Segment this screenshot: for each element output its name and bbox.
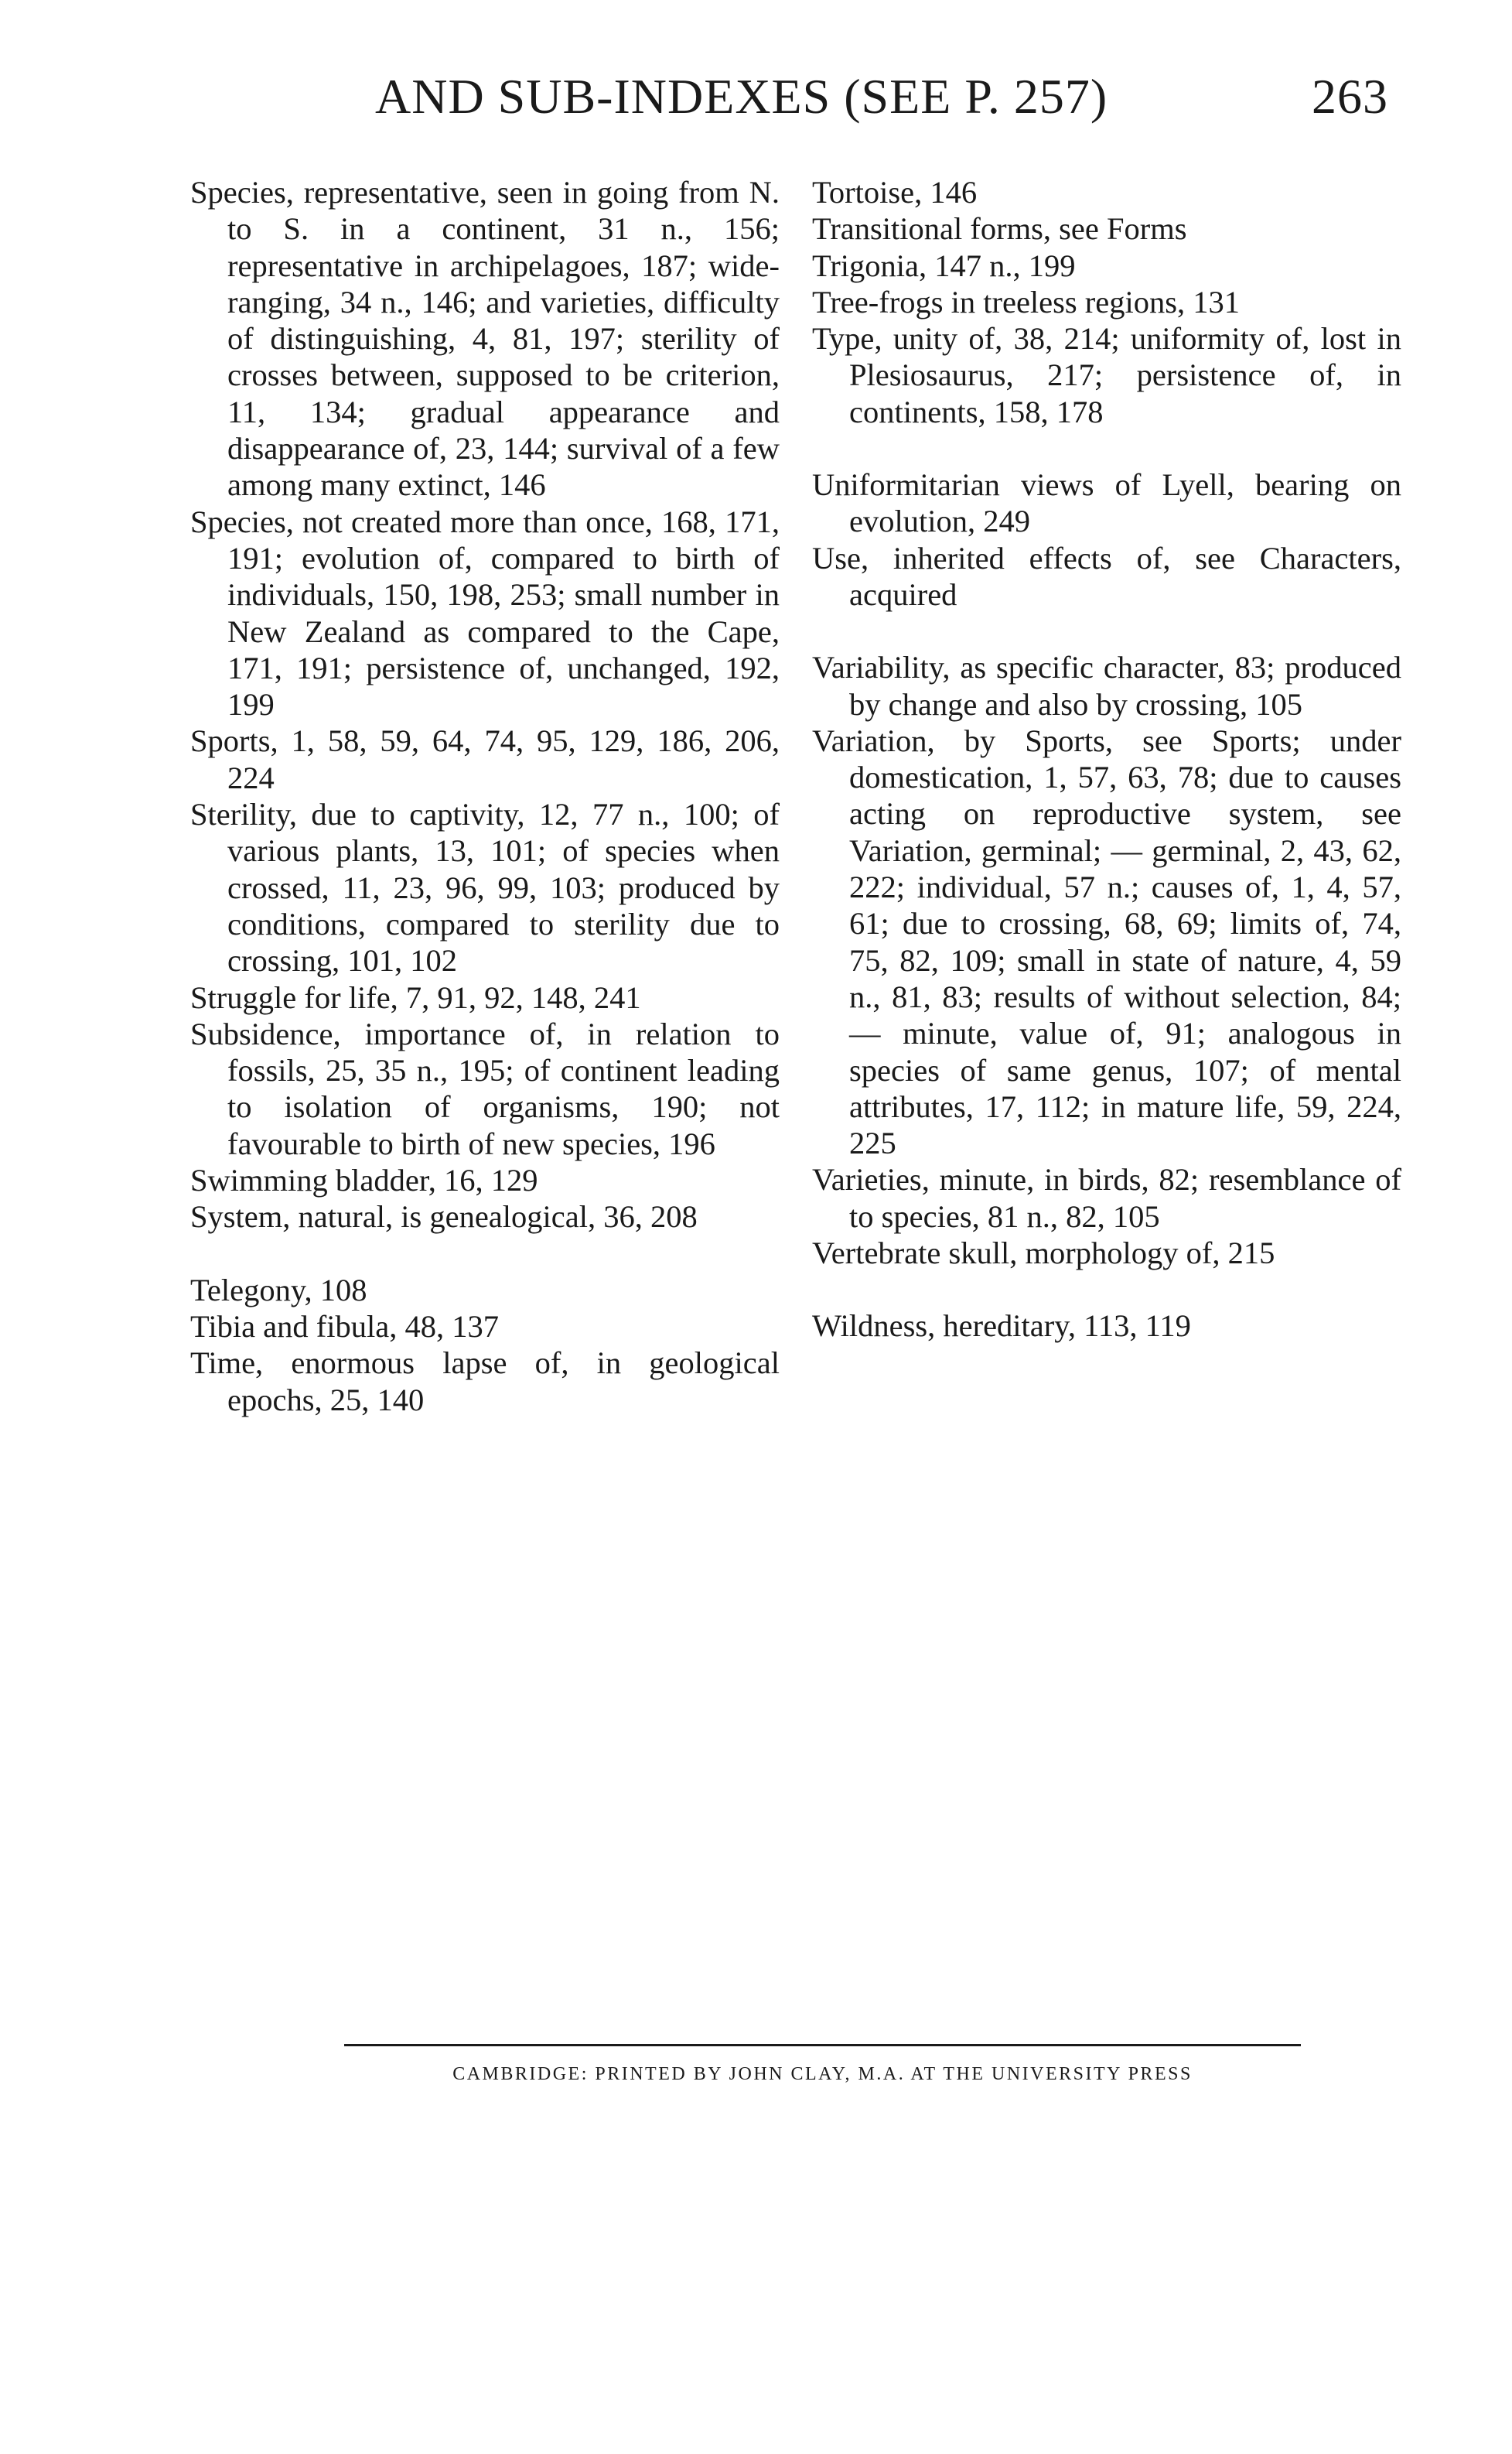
index-entry: Variability, as specific character, 83; produced by change and also by crossing, 105 (812, 650, 1401, 722)
index-entry: Varieties, minute, in birds, 82; resemblance of to species, 81 n., 82, 105 (812, 1162, 1401, 1234)
index-entry: Struggle for life, 7, 91, 92, 148, 241 (190, 979, 641, 1015)
index-entry: Type, unity of, 38, 214; uniformity of, lost in Plesiosaurus, 217; persistence of, in continents, 158, 178 (812, 321, 1401, 429)
section-gap (812, 613, 1401, 649)
index-entry: Subsidence, importance of, in relation to fossils, 25, 35 n., 195; of continent leading to isolation of organisms, 190; not favourable to birth of new species, 196 (190, 1016, 780, 1161)
index-entry: Swimming bladder, 16, 129 (190, 1163, 538, 1198)
footer-rule (344, 2044, 1301, 2046)
running-head-title: AND SUB-INDEXES (SEE P. 257) (375, 69, 1108, 124)
printer-imprint: CAMBRIDGE: PRINTED BY JOHN CLAY, M.A. AT THE UNIVERSITY PRESS (452, 2064, 1193, 2084)
index-entry: Variation, by Sports, see Sports; under domestication, 1, 57, 63, 78; due to causes acting on reproductive system, see Variation, germinal; — germinal, 2, 43, 62, 222; individual, 57 n.; causes of, 1, 4, 57, 61; due to crossing, 68, 69; limits of, 74, 75, 82, 109; small in state of nature, 4, 59 n., 81, 83; results of without selection, 84; — minute, value of, 91; analogous in species of same genus, 107; of mental attributes, 17, 112; in mature life, 59, 224, 225 (812, 723, 1401, 1161)
index-entry: Tibia and fibula, 48, 137 (190, 1308, 499, 1344)
section-gap (812, 430, 1401, 467)
index-entry: Time, enormous lapse of, in geological epochs, 25, 140 (190, 1345, 780, 1417)
section-gap (812, 1271, 1401, 1307)
index-entry: Tortoise, 146 (812, 175, 978, 210)
section-gap (190, 1236, 780, 1272)
index-entry: Tree-frogs in treeless regions, 131 (812, 284, 1241, 320)
index-entry: Species, representative, seen in going from N. to S. in a continent, 31 n., 156; representative in archipelagoes, 187; wide-ranging, 34 n., 146; and varieties, difficulty of distinguishing, 4, 81, 197; sterility of crosses between, supposed to be criterion, 11, 134; gradual appearance and disappearance of, 23, 144; survival of a few among many extinct, 146 (190, 175, 780, 503)
index-entry: Transitional forms, see Forms (812, 211, 1187, 247)
index-entry: Vertebrate skull, morphology of, 215 (812, 1236, 1275, 1271)
index-column-left (190, 174, 780, 1418)
index-entry: Sports, 1, 58, 59, 64, 74, 95, 129, 186, 206, 224 (190, 723, 780, 795)
index-entry: Sterility, due to captivity, 12, 77 n., 100; of various plants, 13, 101; of species when crossed, 11, 23, 96, 99, 103; produced by conditions, compared to sterility due to crossing, 101, 102 (190, 797, 780, 979)
page-number: 263 (1312, 69, 1388, 124)
index-column-right (812, 174, 1401, 1345)
index-entry: Wildness, hereditary, 113, 119 (812, 1308, 1191, 1344)
index-entry: Species, not created more than once, 168, 171, 191; evolution of, compared to birth of individuals, 150, 198, 253; small number in New Zealand as compared to the Cape, 171, 191; persistence of, unchanged, 192, 199 (190, 504, 780, 723)
index-entry: Trigonia, 147 n., 199 (812, 248, 1076, 283)
index-entry: Use, inherited effects of, see Characters, acquired (812, 540, 1401, 612)
index-entry: Uniformitarian views of Lyell, bearing on evolution, 249 (812, 467, 1401, 539)
index-entry: System, natural, is genealogical, 36, 208 (190, 1199, 698, 1235)
index-entry: Telegony, 108 (190, 1272, 367, 1307)
running-head (356, 68, 1388, 130)
